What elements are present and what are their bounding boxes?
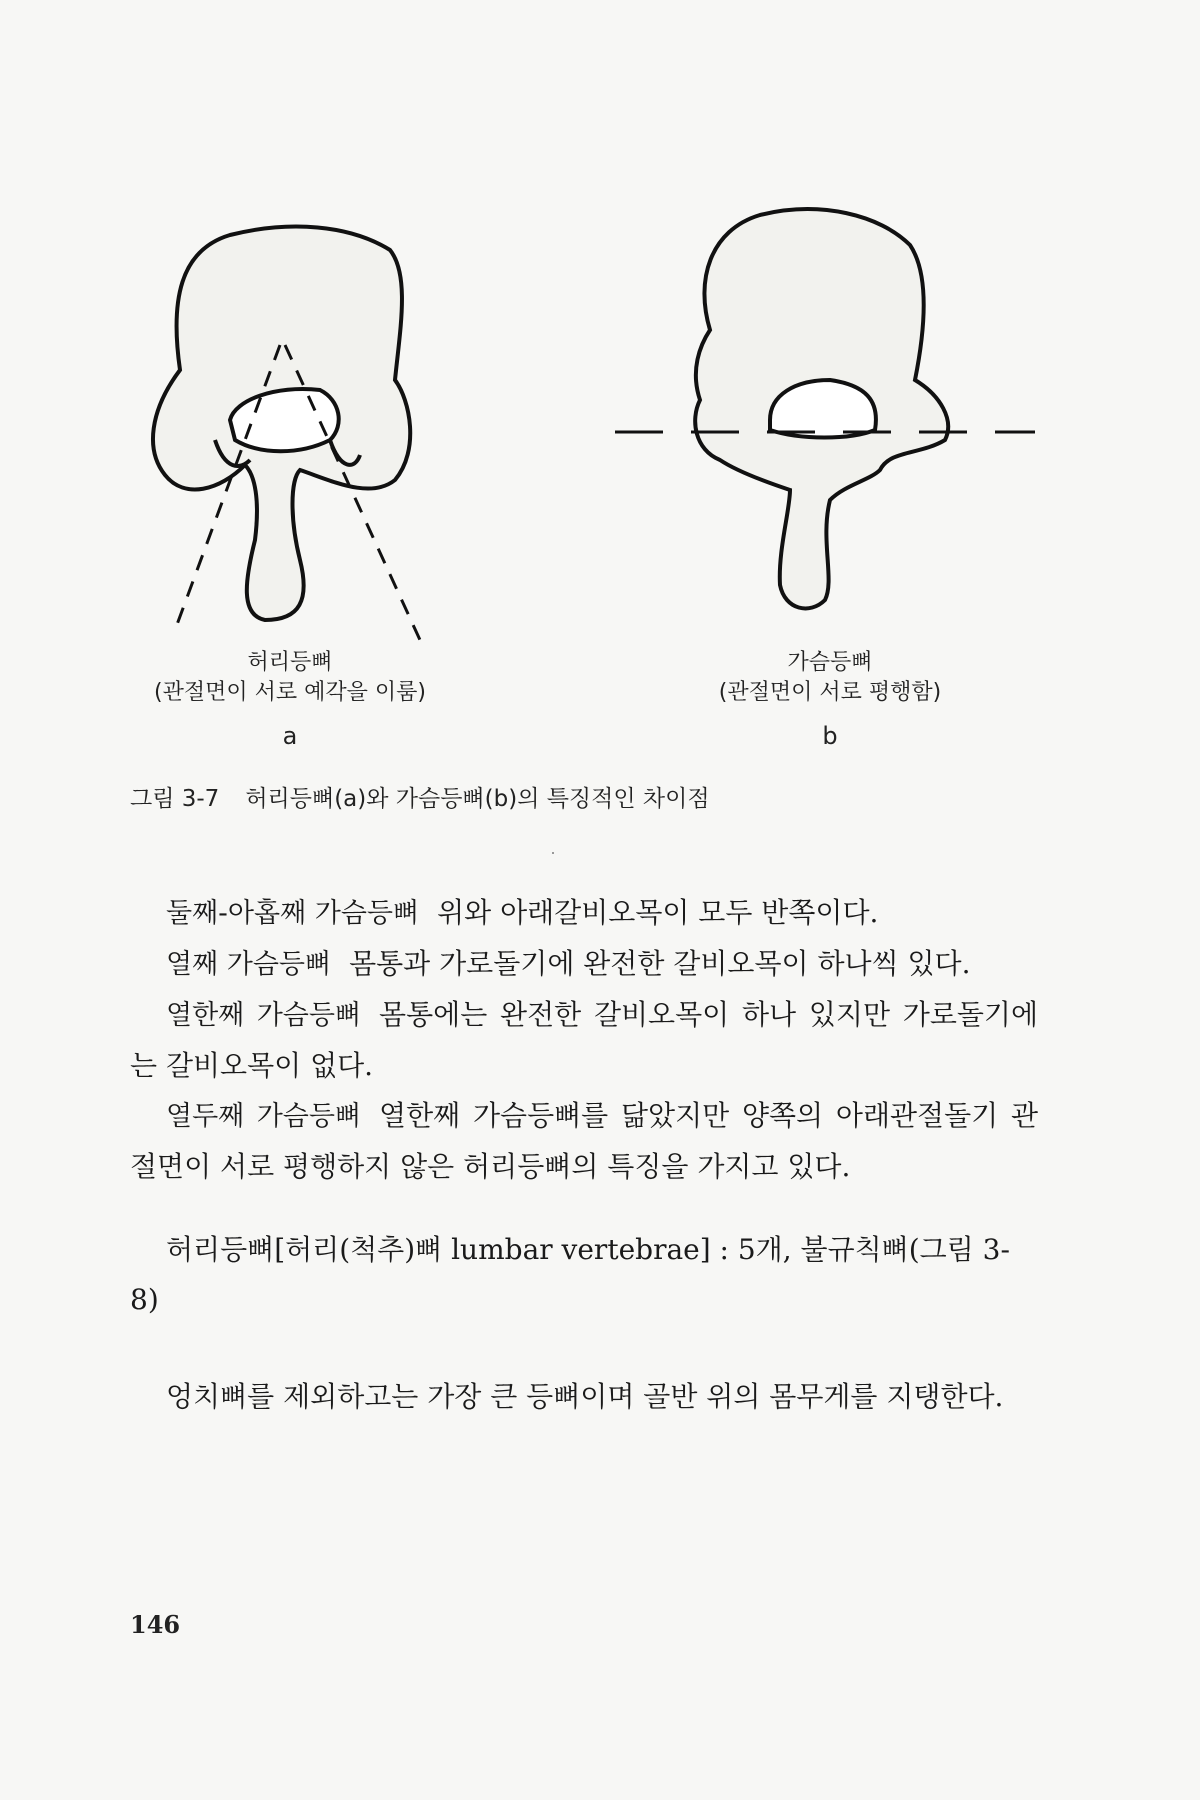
paragraph-2 <box>130 939 1038 990</box>
lumbar-section-body: 엉치뼈를 제외하고는 가장 큰 등뼈이며 골반 위의 몸무게를 지탱한다. <box>166 1380 1004 1413</box>
vertebrae-illustration <box>0 0 1200 760</box>
figure-3-7 <box>0 0 1200 760</box>
term-1: 둘째-아홉째 가슴등뼈 <box>166 898 420 929</box>
term-2: 열째 가슴등뼈 <box>166 949 332 980</box>
paragraph-3 <box>130 990 1038 1091</box>
paragraph-4 <box>130 1091 1038 1192</box>
text-2: 몸통과 가로돌기에 완전한 갈비오목이 하나씩 있다. <box>349 947 971 980</box>
label-b-note: (관절면이 서로 평행함) <box>718 680 942 705</box>
caption-text: 허리등뼈(a)와 가슴등뼈(b)의 특징적인 차이점 <box>245 786 710 812</box>
figure-caption <box>130 780 710 813</box>
figure-letter-a: a <box>282 722 298 750</box>
figure-label-b <box>670 648 990 708</box>
caption-number: 그림 3-7 <box>130 786 220 812</box>
text-3: 몸통에는 완전한 갈비오목이 하나 있지만 가로돌기에는 갈비오목이 없다. <box>130 998 1039 1082</box>
label-a-note: (관절면이 서로 예각을 이룸) <box>154 680 426 705</box>
label-a-title: 허리등뼈 <box>247 650 333 675</box>
figure-label-a <box>120 648 460 708</box>
thoracic-paragraphs <box>130 888 1038 1192</box>
page-number: 146 <box>130 1610 181 1639</box>
paragraph-1 <box>130 888 1038 939</box>
text-1: 위와 아래갈비오목이 모두 반쪽이다. <box>437 896 879 929</box>
figure-letter-b: b <box>822 722 838 750</box>
term-3: 열한째 가슴등뼈 <box>166 1000 362 1031</box>
label-b-title: 가슴등뼈 <box>787 650 873 675</box>
text-4: 열한째 가슴등뼈를 닮았지만 양쪽의 아래관절돌기 관절면이 서로 평행하지 않은 허리등뼈의 특징을 가지고 있다. <box>130 1099 1039 1183</box>
thoracic-vertebra-drawing <box>695 209 948 608</box>
lumbar-section-heading: 허리등뼈[허리(척추)뼈 lumbar vertebrae] : 5개, 불규칙뼈(그림 3-8) <box>130 1233 1010 1316</box>
term-4: 열두째 가슴등뼈 <box>166 1101 362 1132</box>
speck <box>552 852 554 854</box>
lumbar-vertebra-drawing <box>153 227 410 620</box>
